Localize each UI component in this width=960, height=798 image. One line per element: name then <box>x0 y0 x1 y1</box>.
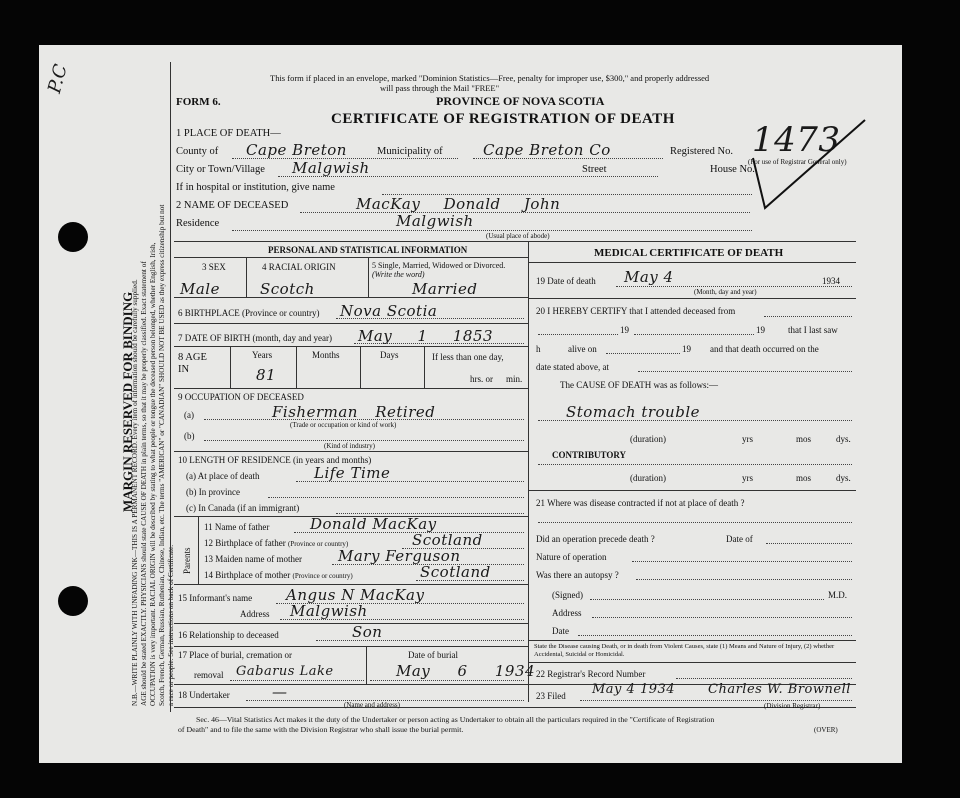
days-label: Days <box>380 350 399 360</box>
street-label: Street <box>582 164 607 175</box>
line <box>676 678 852 679</box>
age-label: 8 AGE IN <box>178 352 207 375</box>
mos-label: mos <box>796 434 812 444</box>
registered-number-handwritten: 1473 <box>752 120 841 160</box>
line <box>204 440 524 441</box>
line <box>592 617 852 618</box>
birthplace-label: 6 BIRTHPLACE (Province or country) <box>178 308 320 318</box>
city-value: Malgwish <box>292 159 370 177</box>
signed-label: (Signed) <box>552 590 583 600</box>
medical-header: MEDICAL CERTIFICATE OF DEATH <box>594 247 784 259</box>
corner-annotation: P.C <box>44 61 72 96</box>
municipality-label: Municipality of <box>377 146 443 157</box>
res-canada-label: (c) In Canada (if an immigrant) <box>186 503 300 513</box>
mother-birthplace-value: Scotland <box>420 563 491 581</box>
line <box>230 680 364 681</box>
yrs-label: yrs <box>742 434 753 444</box>
autopsy-label: Was there an autopsy ? <box>536 570 619 580</box>
filed-label: 23 Filed <box>536 691 566 701</box>
min-label: min. <box>506 374 523 384</box>
margin-note-5: a race or people. See instructions on back of Certificate. <box>167 544 175 706</box>
contracted-label: 21 Where was disease contracted if not at place of death ? <box>536 498 745 508</box>
res-at-place-label: (a) At place of death <box>186 471 260 481</box>
registrar-record-label: 22 Registrar's Record Number <box>536 669 646 679</box>
rule <box>174 323 528 324</box>
res-at-place-value: Life Time <box>314 464 391 482</box>
cause-value: Stomach trouble <box>566 403 700 421</box>
dys-label: dys. <box>836 434 851 444</box>
dob-label: 7 DATE OF BIRTH (month, day and year) <box>178 333 332 343</box>
rule <box>174 646 528 647</box>
occupation-a-label: (a) <box>184 410 194 420</box>
operation-label: Did an operation precede death ? <box>536 534 655 544</box>
dys-label-2: dys. <box>836 473 851 483</box>
registered-no-label: Registered No. <box>670 146 733 157</box>
residence-line <box>232 230 752 231</box>
binding-margin-label: MARGIN RESERVED FOR BINDING <box>120 291 135 512</box>
line <box>538 334 618 335</box>
informant-value: Angus N MacKay <box>286 586 425 604</box>
alive-on-label: alive on <box>568 344 597 354</box>
date-label: Date <box>552 626 569 636</box>
yrs-label-2: yrs <box>742 473 753 483</box>
violent-causes-note: State the Disease causing Death, or in death from Violent Causes, state (1) Means and Nature of Injury, (2) whether Accidental, Suicidal or Homicidal. <box>534 643 835 658</box>
mother-name-label: 13 Maiden name of mother <box>204 554 302 564</box>
line <box>616 286 852 287</box>
margin-note-4: Scotch, French, German, Russian, Ruthenian, Chinese, Indian, etc. The terms "AMERICAN" or "CANADIAN" SHOULD NOT BE USED as they express citizenship but not <box>158 204 166 706</box>
age-years-value: 81 <box>256 366 277 384</box>
racial-origin-value: Scotch <box>260 280 315 298</box>
rule <box>368 257 369 297</box>
less-than-day-label: If less than one day, <box>432 352 504 362</box>
line <box>538 464 852 465</box>
mail-notice-line-1: This form if placed in an envelope, marked "Dominion Statistics—Free, penalty for improper use, $300," and properly addressed <box>270 73 710 83</box>
duration-label-2: (duration) <box>630 473 666 483</box>
alive-year: 19 <box>682 344 691 354</box>
marital-value: Married <box>412 280 478 298</box>
division-registrar-signature: Charles W. Brownell <box>708 682 851 697</box>
binding-hole <box>58 222 88 252</box>
residence-note: (Usual place of abode) <box>486 232 550 240</box>
undertaker-note: (Name and address) <box>344 701 400 709</box>
certify-year-a: 19 <box>620 325 629 335</box>
line <box>634 334 754 335</box>
mother-birthplace-label: 14 Birthplace of mother (Province or country) <box>204 570 353 580</box>
county-value: Cape Breton <box>246 141 347 159</box>
form-number: FORM 6. <box>176 96 221 108</box>
grid-top-rule <box>174 241 856 242</box>
over-label: (OVER) <box>814 726 838 734</box>
informant-address-label: Address <box>240 609 270 619</box>
deceased-name-value: MacKay Donald John <box>356 195 561 213</box>
rule <box>528 262 856 263</box>
operation-date-label: Date of <box>726 534 753 544</box>
date-of-death-year: 1934 <box>822 276 840 286</box>
line <box>580 700 852 701</box>
line <box>316 640 524 641</box>
section-46-line-1: Sec. 46—Vital Statistics Act makes it the duty of the Undertaker or person acting as Undertaker to obtain all the particulars required in the "Certificate of Registration <box>196 715 715 724</box>
rule <box>360 346 361 388</box>
rule <box>174 451 528 452</box>
undertaker-label: 18 Undertaker <box>178 690 230 700</box>
residence-label: Residence <box>176 218 220 229</box>
personal-header: PERSONAL AND STATISTICAL INFORMATION <box>268 245 468 255</box>
residence-value: Malgwish <box>396 212 474 230</box>
city-label: City or Town/Village <box>176 164 265 175</box>
rule <box>528 490 856 491</box>
municipality-value: Cape Breton Co <box>483 141 611 159</box>
months-label: Months <box>312 350 340 360</box>
filed-value: May 4 1934 <box>592 682 676 697</box>
rule <box>296 346 297 388</box>
undertaker-value: — <box>272 683 288 701</box>
line <box>336 513 524 514</box>
hrs-label: hrs. or <box>470 374 493 384</box>
burial-date-value: May 6 1934 <box>396 662 536 680</box>
registered-no-note: (For use of Registrar General only) <box>748 158 847 166</box>
industry-note: (Kind of industry) <box>324 442 375 450</box>
sex-value: Male <box>180 280 220 298</box>
line <box>606 353 680 354</box>
house-no-label: House No. <box>710 164 755 175</box>
years-label: Years <box>252 350 273 360</box>
rule <box>174 584 528 585</box>
address-label: Address <box>552 608 582 618</box>
cause-label: The CAUSE OF DEATH was as follows:— <box>560 380 718 390</box>
hospital-label: If in hospital or institution, give name <box>176 182 335 193</box>
last-saw-label: that I last saw <box>788 325 838 335</box>
rule <box>174 623 528 624</box>
line <box>268 497 524 498</box>
rule <box>174 346 528 347</box>
occupation-b-label: (b) <box>184 431 195 441</box>
mos-label-2: mos <box>796 473 812 483</box>
margin-note-2: AGE should be stated EXACTLY. PHYSICIANS should state CAUSE OF DEATH in plain terms, so that it may be properly classified. Exact statement of <box>140 261 148 706</box>
line <box>764 316 852 317</box>
rule <box>246 257 247 297</box>
date-of-death-note: (Month, day and year) <box>694 288 757 296</box>
line <box>636 579 852 580</box>
line <box>590 599 824 600</box>
rule <box>528 298 856 299</box>
contributory-label: CONTRIBUTORY <box>552 450 627 460</box>
removal-label: removal <box>194 670 224 680</box>
margin-note-3: OCCUPATION is very important. RACIAL ORIGIN will be described by stating to what people or tongue the deceased person belonged, whether English, Irish, <box>149 242 157 706</box>
father-name-label: 11 Name of father <box>204 522 270 532</box>
hour-label: h <box>536 344 541 354</box>
father-name-value: Donald MacKay <box>310 515 437 533</box>
duration-label: (duration) <box>630 434 666 444</box>
mail-notice-line-2: will pass through the Mail "FREE" <box>380 83 500 93</box>
occupation-note: (Trade or occupation or kind of work) <box>290 421 397 429</box>
rule <box>174 257 528 258</box>
date-of-death-label: 19 Date of death <box>536 276 596 286</box>
section-46-line-2: of Death" and to file the same with the Division Registrar who shall issue the burial permit. <box>178 725 464 734</box>
deceased-name-label: 2 NAME OF DECEASED <box>176 200 289 211</box>
rule <box>174 388 528 389</box>
line <box>766 543 852 544</box>
certify-year-b: 19 <box>756 325 765 335</box>
rule <box>424 346 425 388</box>
grid-bottom-rule <box>174 707 856 708</box>
marital-label: 5 Single, Married, Widowed or Divorced. (Write the word) <box>372 261 506 279</box>
nature-label: Nature of operation <box>536 552 607 562</box>
province-heading: PROVINCE OF NOVA SCOTIA <box>436 94 605 108</box>
grid-center-rule <box>528 241 529 702</box>
certificate-title: CERTIFICATE OF REGISTRATION OF DEATH <box>331 111 675 127</box>
date-stated-label: date stated above, at <box>536 362 609 372</box>
line <box>538 522 852 523</box>
father-birthplace-value: Scotland <box>412 531 483 549</box>
mother-name-value: Mary Ferguson <box>338 547 461 565</box>
burial-label: 17 Place of burial, cremation or <box>178 650 292 660</box>
rule <box>528 640 856 641</box>
burial-place-value: Gabarus Lake <box>236 664 334 679</box>
res-province-label: (b) In province <box>186 487 240 497</box>
binding-hole <box>58 586 88 616</box>
division-registrar-note: (Division Registrar) <box>764 702 821 710</box>
line <box>632 561 852 562</box>
parents-label: Parents <box>182 547 192 574</box>
occupation-value: Fisherman Retired <box>272 403 436 421</box>
birthplace-value: Nova Scotia <box>340 302 438 320</box>
rule <box>230 346 231 388</box>
racial-origin-label: 4 RACIAL ORIGIN <box>262 262 336 272</box>
informant-label: 15 Informant's name <box>178 593 253 603</box>
relationship-label: 16 Relationship to deceased <box>178 630 279 640</box>
county-label: County of <box>176 146 219 157</box>
margin-rule <box>170 62 171 712</box>
line <box>578 635 852 636</box>
date-of-death-value: May 4 <box>624 268 674 286</box>
line <box>638 371 852 372</box>
death-occurred-label: and that death occurred on the <box>710 344 819 354</box>
margin-note-1: N.B.—WRITE PLAINLY WITH UNFADING INK—THIS IS A PERMANENT RECORD. Every item of information should be carefully supplied. <box>131 279 139 706</box>
line <box>370 680 524 681</box>
rule <box>528 662 856 663</box>
rule <box>174 297 528 298</box>
residence-length-section: 10 LENGTH OF RESIDENCE (in years and months) <box>178 455 372 465</box>
place-of-death-section: 1 PLACE OF DEATH— <box>176 128 281 139</box>
md-label: M.D. <box>828 590 848 600</box>
burial-date-label: Date of burial <box>408 650 458 660</box>
father-birthplace-label: 12 Birthplace of father (Province or country) <box>204 538 349 548</box>
informant-address-value: Malgwish <box>290 602 368 620</box>
rule <box>198 516 199 584</box>
relationship-value: Son <box>352 623 383 641</box>
dob-value: May 1 1853 <box>358 327 494 345</box>
occupation-section: 9 OCCUPATION OF DECEASED <box>178 392 304 402</box>
rule <box>174 684 528 685</box>
certify-label: 20 I HEREBY CERTIFY that I attended deceased from <box>536 306 736 316</box>
sex-label: 3 SEX <box>202 262 226 272</box>
rule <box>366 646 367 684</box>
